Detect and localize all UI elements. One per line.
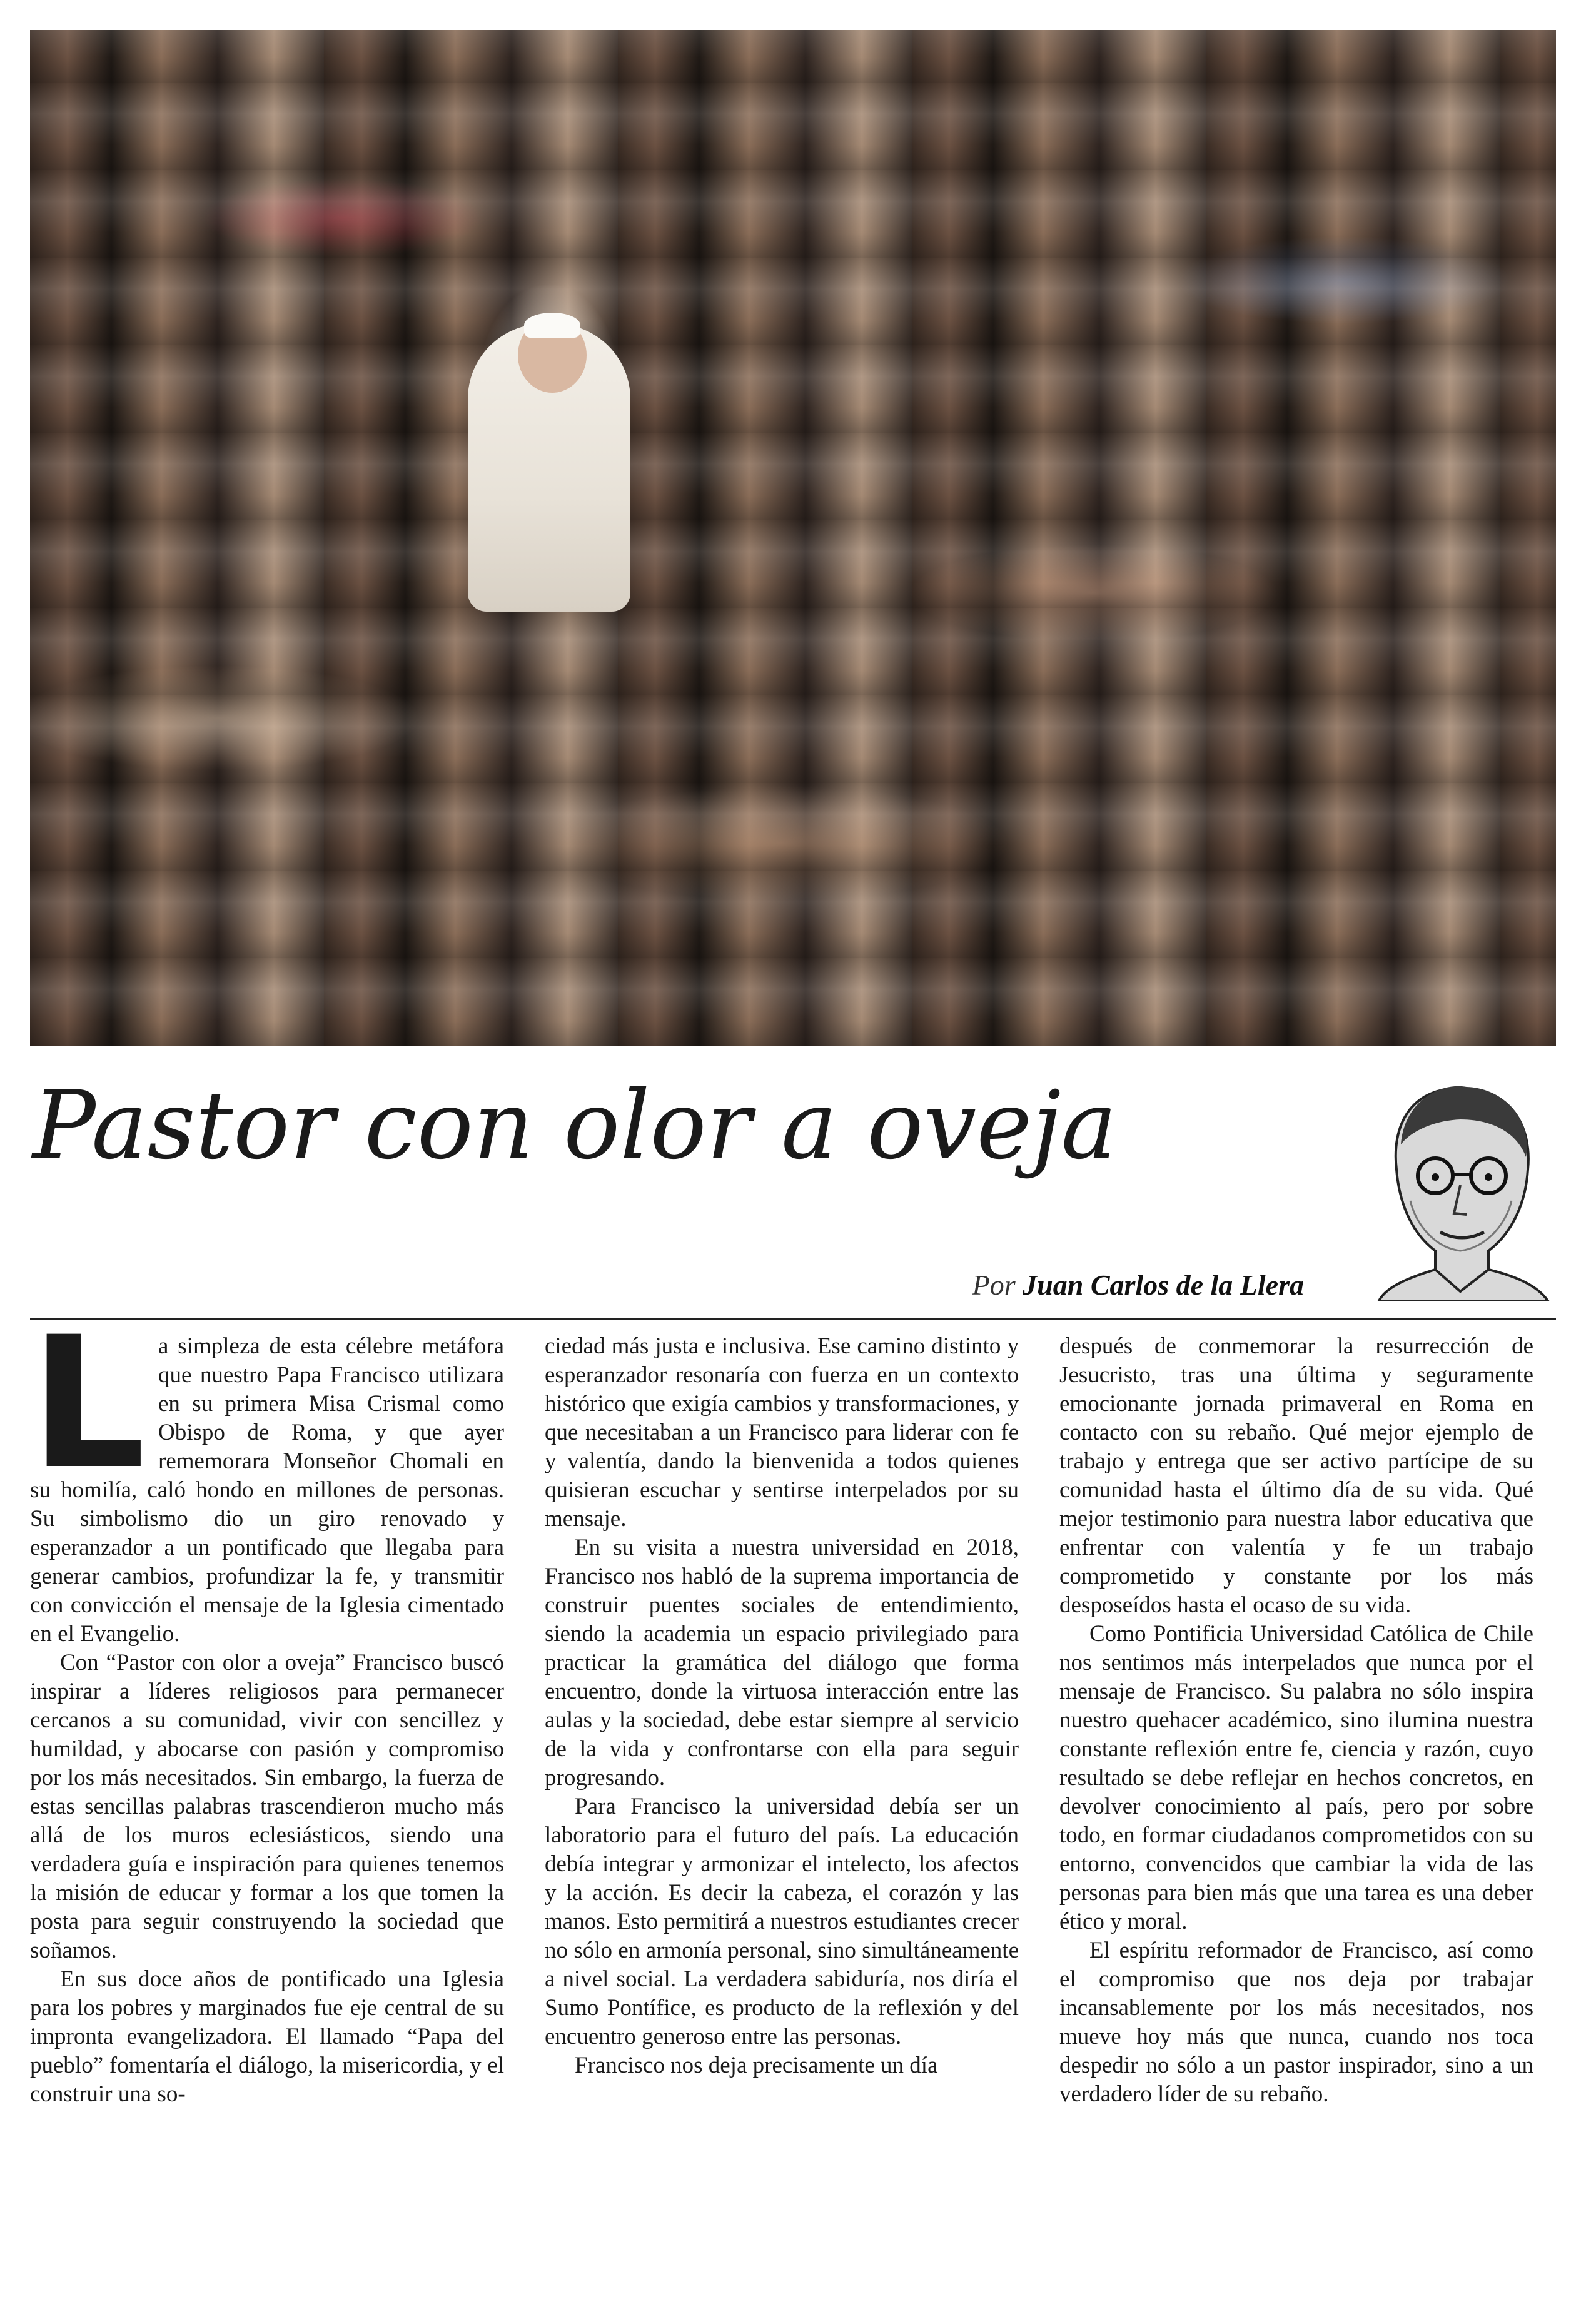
paragraph: después de conmemorar la resurrección de Jesucristo, tras una última y seguramente emocionante jornada primaveral en Roma en contacto con su rebaño. Qué mejor ejemplo de trabajo y entrega que ser activo partícipe de su comunidad hasta el último día de su vida. Qué mejor testimonio para nuestra labor educativa que enfrentar con valentía y fe un trabajo comprometido y constante por los más desposeídos hasta el ocaso de su vida. <box>1059 1333 1533 1618</box>
headline: Pastor con olor a oveja <box>33 1071 1118 1180</box>
article-column-1 <box>30 1332 504 2295</box>
section-rule <box>30 1318 1556 1320</box>
hero-photo <box>30 30 1556 1046</box>
paragraph: El espíritu reformador de Francisco, así como el compromiso que nos deja por trabajar incansablemente por los más necesitados, nos mueve hoy más que nunca, cuando nos toca despedir no sólo a un pastor inspirador, sino a un verdadero líder de su rebaño. <box>1059 1938 1533 2107</box>
paragraph: En sus doce años de pontificado una Iglesia para los pobres y marginados fue eje central de su impronta evangelizadora. El llamado “Papa del pueblo” fomentaría el diálogo, la misericordia, y el construir una so- <box>30 1966 504 2107</box>
article-column-2 <box>545 1332 1019 2295</box>
paragraph: Como Pontificia Universidad Católica de Chile nos sentimos más interpelados que nunca por el mensaje de Francisco. Su palabra no sólo inspira nuestro quehacer académico, sino ilumina nuestra constante reflexión entre fe, ciencia y razón, cuyo resultado se debe reflejar en hechos concretos, en devolver conocimiento al país, pero por sobre todo, en formar ciudadanos comprometidos con su entorno, convencidos que cambiar la vida de las personas para bien más que una tarea es una deber ético y moral. <box>1059 1621 1533 1934</box>
author-name: Juan Carlos de la Llera <box>1023 1269 1304 1301</box>
byline <box>625 1266 1304 1304</box>
article-column-3 <box>1059 1332 1533 2295</box>
pope-zucchetto <box>524 313 580 338</box>
paragraph: ciedad más justa e inclusiva. Ese camino distinto y esperanzador resonaría con fuerza en un contexto histórico que exigía cambios y transformaciones, y que necesitaban a un Francisco para liderar con fe y valentía, dando la bienvenida a todos quienes quisieran escuchar y sentirse interpelados por su mensaje. <box>545 1333 1019 1532</box>
paragraph: Francisco nos deja precisamente un día <box>575 2053 938 2078</box>
crowd-motion-blur <box>30 30 1556 1046</box>
drop-cap: L <box>30 1332 146 1509</box>
paragraph: Con “Pastor con olor a oveja” Francisco buscó inspirar a líderes religiosos para permanecer cercanos a su comunidad, vivir con sencillez y humildad, y abocarse con pasión y compromiso por los más necesitados. Sin embargo, la fuerza de estas sencillas palabras trascendieron mucho más allá de los muros eclesiásticos, siendo una verdadera guía e inspiración para quienes tenemos la misión de educar y formar a los que tomen la posta para seguir construyendo la sociedad que soñamos. <box>30 1650 504 1963</box>
author-portrait-illustration <box>1366 1076 1554 1301</box>
byline-prefix: Por <box>972 1269 1016 1301</box>
paragraph: Para Francisco la universidad debía ser un laboratorio para el futuro del país. La educación debía integrar y armonizar el intelecto, los afectos y la acción. Es decir la cabeza, el corazón y las manos. Esto permitirá a nuestros estudiantes crecer no sólo en armonía personal, sino simultáneamente a nivel social. La verdadera sabiduría, nos diría el Sumo Pontífice, es producto de la reflexión y del encuentro generoso entre las personas. <box>545 1794 1019 2049</box>
paragraph: En su visita a nuestra universidad en 2018, Francisco nos habló de la suprema importancia de construir puentes sociales de entendimiento, siendo la academia un espacio privilegiado para practicar la gramática del diálogo que forma encuentro, donde la virtuosa interacción entre las aulas y la sociedad, debe estar siempre al servicio de la vida y confrontarse con ella para seguir progresando. <box>545 1535 1019 1791</box>
paragraph: a simpleza de esta célebre metáfora que nuestro Papa Francisco utilizara en su primera Misa Crismal como Obispo de Roma, y que ayer rememorara Monseñor Chomali en su homilía, caló hondo en millones de personas. Su simbolismo dio un giro renovado y esperanzador a un pontificado que llegaba para generar cambios, profundizar la fe, y transmitir con convicción el mensaje de la Iglesia cimentado en el Evangelio. <box>30 1333 504 1647</box>
article-body <box>30 1332 1556 2295</box>
